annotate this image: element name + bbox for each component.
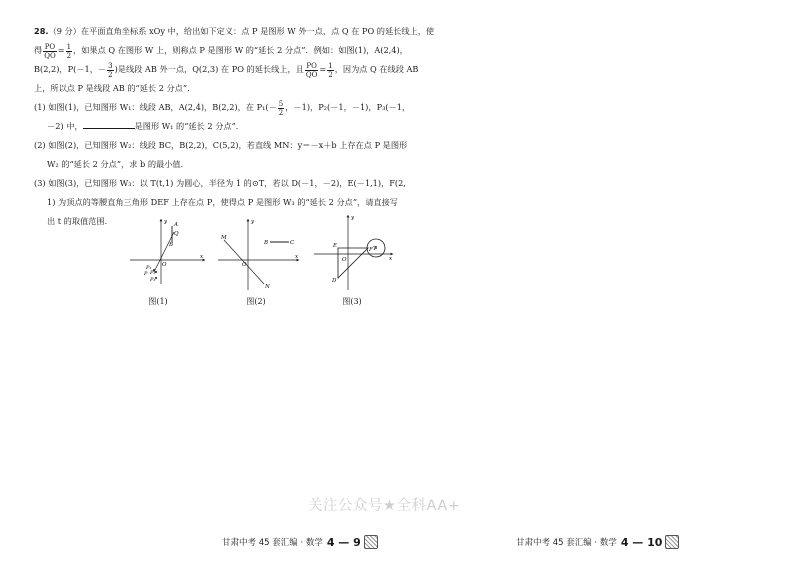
- p1-label: P₁: [146, 265, 152, 271]
- figure-3: [312, 212, 394, 292]
- problem-text: )是线段 AB 外一点，Q(2,3) 在 PO 的延长线上，且: [114, 64, 304, 74]
- problem-text: ，－1)，P₂(－1，－1)，P₃(－1，: [285, 102, 411, 112]
- fraction-numerator: PO: [306, 61, 317, 70]
- fraction: [305, 62, 318, 79]
- question-3-line-1: [34, 174, 406, 193]
- y-label: y: [351, 215, 355, 221]
- triangle-def: [338, 248, 368, 278]
- problem-text: (3) 如图(3)，已知图形 W₃：以 T(t,1) 为圆心，半径为 1 的⊙T，若以 D(－1，－2)，E(－1,1)，F(2,: [34, 178, 406, 188]
- equals-sign: =: [57, 45, 65, 55]
- problem-text: (2) 如图(2)，已知图形 W₂：线段 BC，B(2,2)，C(5,2)，若直线 MN：y＝－x＋b 上存在点 P 是图形: [34, 140, 408, 150]
- figure-2-diagram: [216, 216, 302, 292]
- fraction-denominator: QO: [44, 51, 56, 60]
- footer-right: [516, 535, 679, 549]
- figure-1-caption: 图(1): [148, 297, 168, 306]
- problem-text: －2) 中，: [47, 121, 83, 131]
- footer-left: [222, 535, 378, 549]
- fraction: [278, 100, 284, 117]
- origin-label: O: [242, 262, 247, 268]
- fraction-denominator: 2: [66, 51, 72, 60]
- problem-line-3: [34, 60, 419, 79]
- problem-number: 28.: [34, 26, 49, 36]
- problem-text: B(2,2)，P(－1，－: [34, 64, 107, 74]
- problem-text: W₂ 的“延长 2 分点”，求 b 的最小值．: [47, 159, 189, 169]
- a-label: A: [174, 222, 178, 228]
- x-label: x: [389, 256, 393, 262]
- question-1-line-1: [34, 98, 411, 117]
- figure-1-diagram: [128, 216, 208, 286]
- y-label: y: [251, 219, 255, 225]
- problem-line-2: [34, 41, 408, 60]
- problem-text: (1) 如图(1)，已知图形 W₁：线段 AB，A(2,4)，B(2,2)，在 P₁(－: [34, 102, 277, 112]
- problem-text: ，因为点 Q 在线段 AB: [334, 64, 419, 74]
- origin-label: O: [162, 262, 167, 268]
- fraction: [43, 43, 56, 60]
- fraction-numerator: 1: [66, 42, 72, 51]
- fraction-denominator: 2: [328, 70, 333, 79]
- fraction-numerator: 3: [108, 61, 113, 70]
- figure-3-caption: 图(3): [342, 297, 362, 306]
- t-label: T: [373, 246, 377, 252]
- footer-title: 甘肃中考 45 套汇编 · 数学: [516, 538, 617, 548]
- publisher-seal-icon: [665, 535, 679, 549]
- x-label: x: [295, 254, 299, 260]
- fraction-denominator: 2: [108, 70, 113, 79]
- problem-text: 得: [34, 45, 43, 55]
- p2-label: P₂: [150, 270, 156, 276]
- question-1-line-2: [34, 117, 396, 136]
- figure-1: [128, 216, 208, 286]
- fraction: [66, 43, 72, 60]
- problem-text: （9 分）在平面直角坐标系 xOy 中，给出如下定义：点 P 是图形 W 外一点，点 Q 在 PO 的延长线上，使: [48, 26, 435, 36]
- m-label: M: [221, 235, 227, 241]
- question-2-line-2: [34, 155, 396, 174]
- problem-line-4: [34, 79, 396, 98]
- problem-line-1: [34, 22, 435, 41]
- fraction-denominator: QO: [305, 70, 318, 79]
- page-number: 4 — 10: [620, 535, 663, 549]
- q-label: Q: [174, 231, 179, 237]
- e-label: E: [333, 243, 338, 249]
- footer-title: 甘肃中考 45 套汇编 · 数学: [222, 538, 323, 548]
- figure-2-caption: 图(2): [246, 297, 266, 306]
- y-label: y: [164, 219, 168, 225]
- fraction-numerator: PO: [44, 42, 56, 51]
- p3-label: P₃: [150, 277, 156, 283]
- question-3-line-2: [34, 193, 396, 212]
- problem-text: 出 t 的取值范围．: [47, 216, 113, 226]
- x-label: x: [200, 254, 204, 260]
- c-label: C: [290, 240, 295, 246]
- problem-text: ，如果点 Q 在图形 W 上，则称点 P 是图形 W 的“延长 2 分点”．例如：如图(1)，A(2,4)，: [73, 45, 408, 55]
- p-label: P: [144, 271, 148, 277]
- publisher-seal-icon: [364, 535, 378, 549]
- problem-text: 上，所以点 P 是线段 AB 的“延长 2 分点”．: [34, 83, 196, 93]
- problem-28: [34, 22, 435, 231]
- page-number: 4 — 9: [326, 535, 361, 549]
- f-label: F: [369, 247, 373, 253]
- d-label: D: [332, 278, 337, 284]
- problem-text: 1) 为顶点的等腰直角三角形 DEF 上存在点 P，使得点 P 是图形 W₃ 的“延长 2 分点”，请直接写: [47, 197, 398, 207]
- answer-blank: [83, 120, 135, 129]
- fraction-numerator: 5: [278, 99, 284, 108]
- n-label: N: [265, 284, 270, 290]
- fraction: [327, 62, 333, 79]
- fraction: [107, 62, 113, 79]
- equals-sign: =: [319, 64, 327, 74]
- figure-3-diagram: [312, 212, 394, 292]
- origin-label: O: [342, 257, 347, 263]
- question-2-line-1: [34, 136, 408, 155]
- b-label: B: [264, 240, 269, 246]
- fraction-denominator: 2: [278, 108, 284, 117]
- fraction-numerator: 1: [328, 61, 333, 70]
- problem-text: 是图形 W₁ 的“延长 2 分点”．: [134, 121, 244, 131]
- figure-2: [216, 216, 302, 292]
- watermark: 关注公众号★全科AA+: [308, 498, 461, 514]
- b-label: B: [169, 242, 174, 248]
